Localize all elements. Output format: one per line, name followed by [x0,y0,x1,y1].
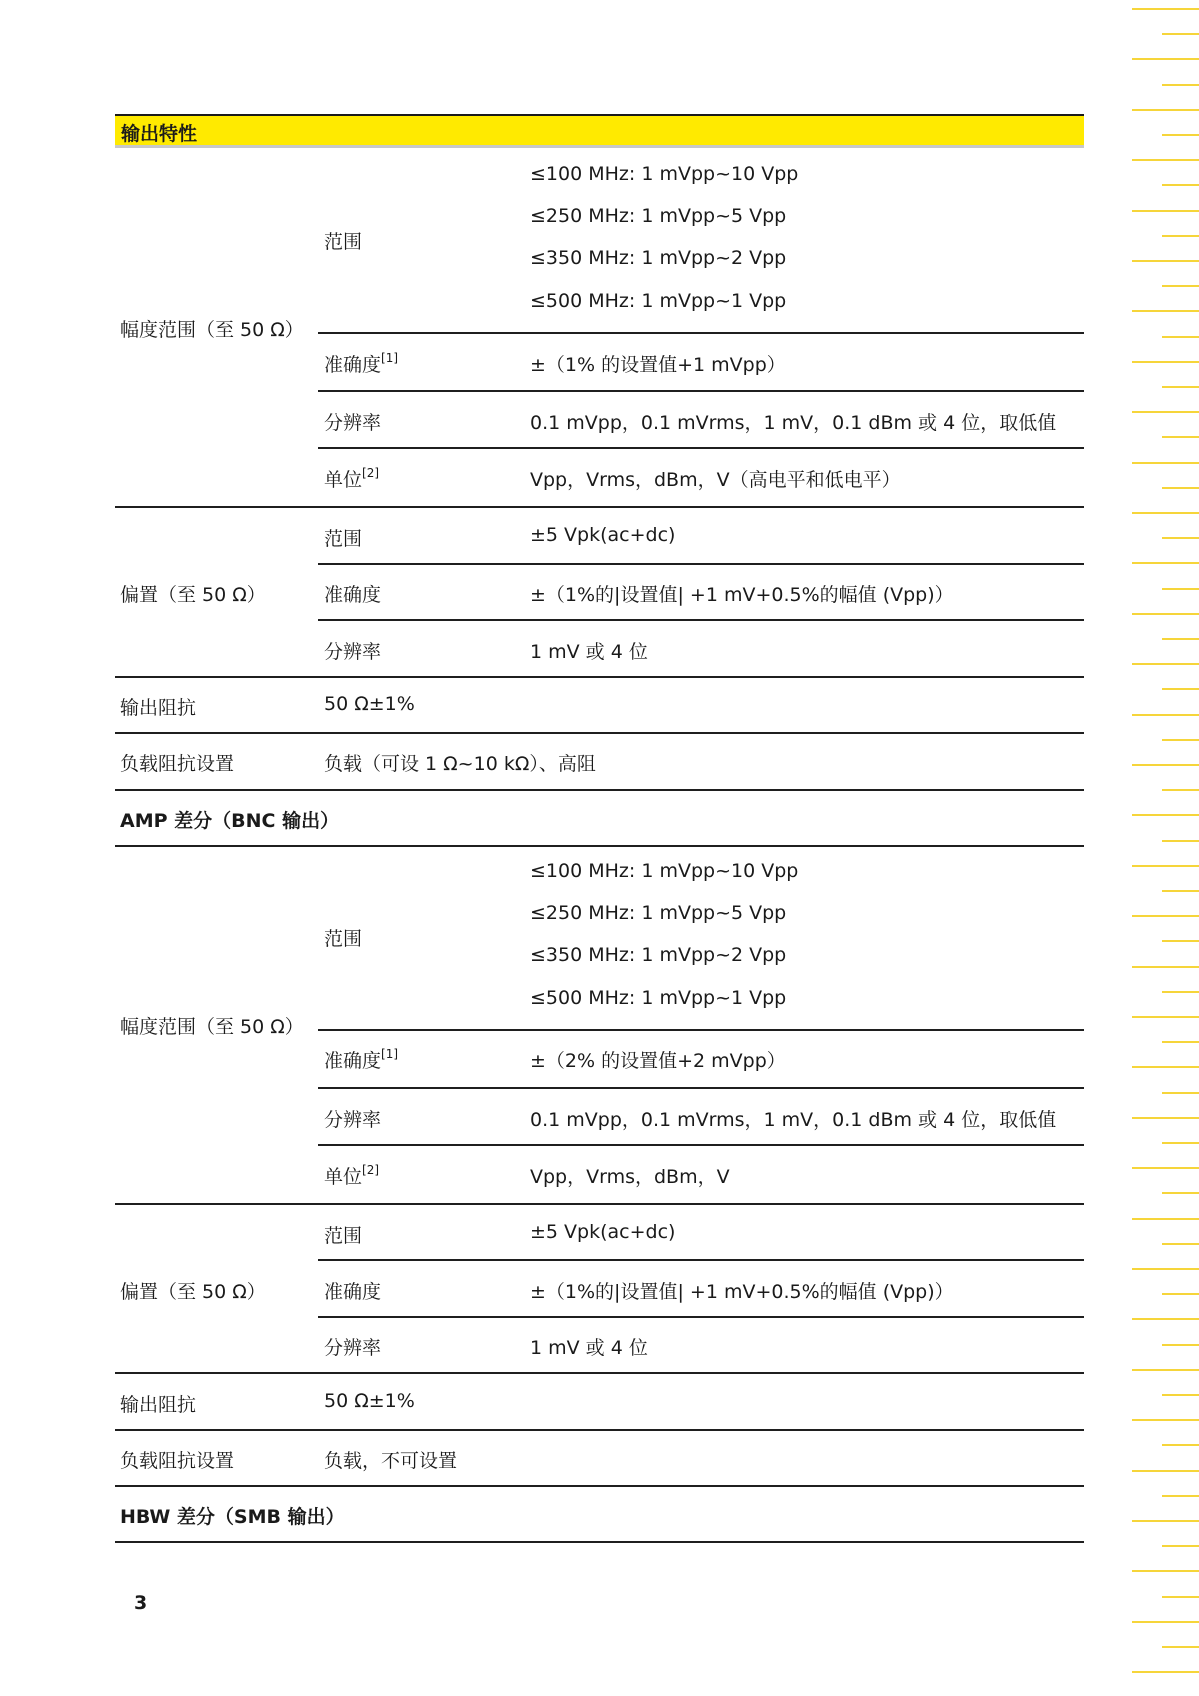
diff-load-label: 负载阻抗设置 [120,1450,235,1472]
decor-line [1132,764,1199,766]
decor-line [1132,1419,1199,1421]
row-divider [318,619,1084,621]
decor-line [1132,109,1199,111]
offset-accuracy-label: 准确度 [324,584,382,606]
diff-offset-accuracy-value: ±（1%的|设置值| +1 mV+0.5%的幅值 (Vpp)） [530,1281,954,1303]
decor-line [1132,714,1199,716]
decor-line [1162,285,1199,287]
diff-offset-accuracy-label: 准确度 [324,1281,382,1303]
amp-unit-value: Vpp，Vrms，dBm，V（高电平和低电平） [530,469,901,491]
decor-line [1162,1142,1199,1144]
offset-accuracy-value: ±（1%的|设置值| +1 mV+0.5%的幅值 (Vpp)） [530,584,954,606]
row-divider [318,447,1084,449]
decor-line [1132,1016,1199,1018]
decor-line [1132,361,1199,363]
decor-line [1132,1369,1199,1371]
diff-accuracy-value: ±（2% 的设置值+2 mVpp） [530,1050,786,1072]
row-divider [115,1429,1084,1431]
decor-line [1132,1218,1199,1220]
decor-line [1132,915,1199,917]
decor-line [1132,814,1199,816]
amp-range-value-3: ≤350 MHz: 1 mVpp~2 Vpp [530,247,787,269]
section-title: 输出特性 [121,123,198,145]
amp-diff-title: AMP 差分（BNC 输出） [120,810,340,832]
amp-resolution-value: 0.1 mVpp，0.1 mVrms，1 mV，0.1 dBm 或 4 位，取低值 [530,412,1057,434]
amp-range-label: 范围 [324,231,363,253]
decor-line [1162,789,1199,791]
row-divider [318,390,1084,392]
diff-range-value-2: ≤250 MHz: 1 mVpp~5 Vpp [530,902,787,924]
decor-line [1162,1293,1199,1295]
decor-line [1132,1318,1199,1320]
diff-offset-range-label: 范围 [324,1225,363,1247]
decor-line [1162,1495,1199,1497]
load-value: 负载（可设 1 Ω~10 kΩ）、高阻 [324,753,596,775]
row-divider [115,676,1084,678]
decor-line [1162,1545,1199,1547]
diff-resolution-label: 分辨率 [324,1109,382,1131]
decor-line [1132,1621,1199,1623]
decor-line [1132,1066,1199,1068]
amp-resolution-label: 分辨率 [324,412,382,434]
decor-line [1162,1092,1199,1094]
diff-range-value-3: ≤350 MHz: 1 mVpp~2 Vpp [530,944,787,966]
decor-line [1132,865,1199,867]
diff-unit-label: 单位[2] [324,1163,380,1188]
decor-line [1162,1646,1199,1648]
decor-line [1162,739,1199,741]
decor-line [1162,436,1199,438]
amp-unit-label: 单位[2] [324,466,380,491]
decor-line [1132,1470,1199,1472]
decor-line [1162,688,1199,690]
decor-line [1132,1117,1199,1119]
decor-line [1132,1268,1199,1270]
decor-line [1162,1192,1199,1194]
diff-range-value-4: ≤500 MHz: 1 mVpp~1 Vpp [530,987,787,1009]
decor-line [1162,940,1199,942]
row-divider [115,506,1084,508]
diff-impedance-value: 50 Ω±1% [324,1390,415,1412]
diff-offset-label: 偏置（至 50 Ω） [120,1281,266,1303]
decor-line [1132,8,1199,10]
offset-range-value: ±5 Vpk(ac+dc) [530,524,676,546]
decor-line [1132,1570,1199,1572]
row-divider [115,1372,1084,1374]
offset-range-label: 范围 [324,528,363,550]
amp-accuracy-label: 准确度[1] [324,351,399,376]
amp-amplitude-label: 幅度范围（至 50 Ω） [120,319,304,341]
row-divider [318,1087,1084,1089]
row-divider [115,789,1084,791]
row-divider [318,1029,1084,1031]
row-divider [115,845,1084,847]
decor-line [1132,462,1199,464]
decor-line [1162,336,1199,338]
diff-accuracy-label: 准确度[1] [324,1047,399,1072]
row-divider [115,1541,1084,1543]
decor-line [1132,512,1199,514]
page-number: 3 [134,1592,148,1614]
decor-line [1162,235,1199,237]
section-header-bar [115,114,1084,148]
row-divider [318,332,1084,334]
impedance-value: 50 Ω±1% [324,693,415,715]
diff-offset-resolution-label: 分辨率 [324,1337,382,1359]
row-divider [318,1259,1084,1261]
decor-line [1132,159,1199,161]
offset-label: 偏置（至 50 Ω） [120,584,266,606]
amp-range-value-2: ≤250 MHz: 1 mVpp~5 Vpp [530,205,787,227]
row-divider [115,732,1084,734]
impedance-label: 输出阻抗 [120,697,197,719]
decor-line [1162,1444,1199,1446]
decor-line [1132,1671,1199,1673]
diff-offset-resolution-value: 1 mV 或 4 位 [530,1337,648,1359]
decor-line [1162,1394,1199,1396]
offset-resolution-value: 1 mV 或 4 位 [530,641,648,663]
decor-line [1132,310,1199,312]
decor-line [1162,890,1199,892]
decor-line [1162,588,1199,590]
decor-line [1162,487,1199,489]
row-divider [115,1203,1084,1205]
amp-accuracy-value: ±（1% 的设置值+1 mVpp） [530,354,786,376]
decor-line [1132,260,1199,262]
decor-line [1132,613,1199,615]
decor-line [1132,1520,1199,1522]
decor-line [1132,210,1199,212]
diff-unit-value: Vpp，Vrms，dBm，V [530,1166,730,1188]
decor-line [1162,84,1199,86]
hbw-diff-title: HBW 差分（SMB 输出） [120,1506,345,1528]
decor-line [1162,537,1199,539]
diff-amplitude-label: 幅度范围（至 50 Ω） [120,1016,304,1038]
decorative-margin-lines [1132,0,1199,1696]
decor-line [1162,134,1199,136]
decor-line [1132,562,1199,564]
diff-resolution-value: 0.1 mVpp，0.1 mVrms，1 mV，0.1 dBm 或 4 位，取低值 [530,1109,1057,1131]
decor-line [1132,411,1199,413]
diff-range-value-1: ≤100 MHz: 1 mVpp~10 Vpp [530,860,799,882]
row-divider [115,1485,1084,1487]
decor-line [1162,1344,1199,1346]
diff-load-value: 负载，不可设置 [324,1450,458,1472]
decor-line [1162,840,1199,842]
load-label: 负载阻抗设置 [120,753,235,775]
decor-line [1132,1167,1199,1169]
diff-offset-range-value: ±5 Vpk(ac+dc) [530,1221,676,1243]
decor-line [1162,184,1199,186]
decor-line [1162,1243,1199,1245]
amp-range-value-1: ≤100 MHz: 1 mVpp~10 Vpp [530,163,799,185]
amp-range-value-4: ≤500 MHz: 1 mVpp~1 Vpp [530,290,787,312]
diff-impedance-label: 输出阻抗 [120,1394,197,1416]
decor-line [1132,663,1199,665]
decor-line [1162,991,1199,993]
row-divider [318,1316,1084,1318]
decor-line [1132,966,1199,968]
decor-line [1162,1596,1199,1598]
offset-resolution-label: 分辨率 [324,641,382,663]
decor-line [1162,386,1199,388]
decor-line [1162,33,1199,35]
decor-line [1162,638,1199,640]
decor-line [1132,58,1199,60]
diff-range-label: 范围 [324,928,363,950]
decor-line [1162,1041,1199,1043]
row-divider [318,1144,1084,1146]
row-divider [318,563,1084,565]
